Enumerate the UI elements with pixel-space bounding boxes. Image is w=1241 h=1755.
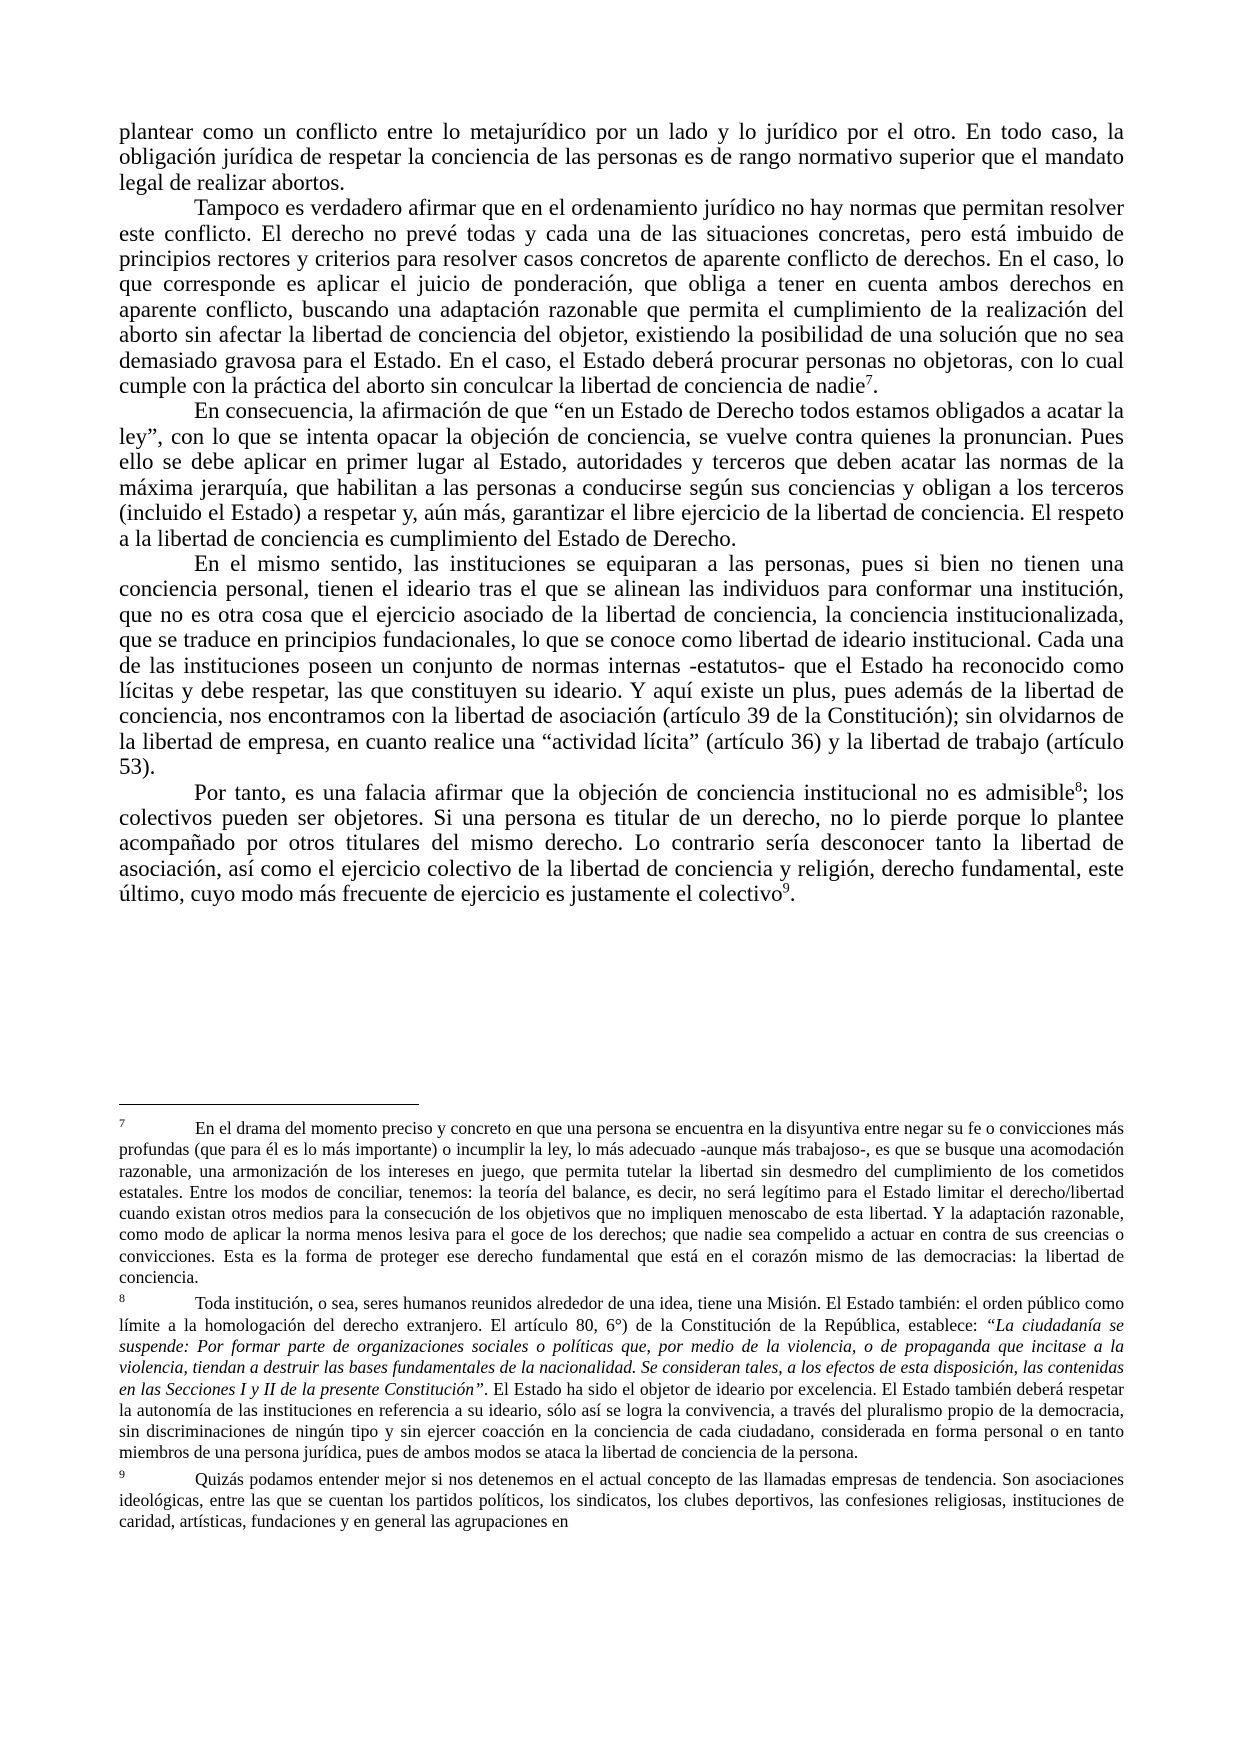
paragraph-5: [119, 780, 1124, 907]
main-text: [119, 119, 1124, 907]
paragraph-5-tail: ; los colectivos pueden ser objetores. Si una persona es titular de un derecho, no lo pierde porque lo plantee acompañado por otros titulares del mismo derecho. Lo contrario sería desconocer tanto la libertad de asociación, así como el ejercicio colectivo de la libertad de conciencia y religión, derecho fundamental, este último, cuyo modo más frecuente de ejercicio es justamente el colectivo: [119, 779, 1124, 907]
footnote-quote: “La ciudadanía se suspende: Por formar parte de organizaciones sociales o políticas que, por medio de la violencia, o de propaganda que incitase a la violencia, tiendan a destruir las bases fundamentales de la nacionalidad. Se consideran tales, a los efectos de esta disposición, las contenidas en las Secciones I y II de la presente Constitución”: [119, 1314, 1124, 1399]
footnote-text: Toda institución, o sea, seres humanos reunidos alrededor de una idea, tiene una Misión. El Estado también: el orden público como límite a la homologación del derecho extranjero. El artículo 80, 6°) de la Constitución de la República, establece:: [119, 1293, 1124, 1335]
footnote-number: 8: [119, 1291, 125, 1306]
paragraph-2: [119, 195, 1124, 398]
footnote-number: 9: [119, 1466, 125, 1481]
paragraph-3: [119, 398, 1124, 550]
footnote-ref-7[interactable]: 7: [865, 372, 873, 389]
paragraph-3-text: En consecuencia, la afirmación de que “en un Estado de Derecho todos estamos obligados a acatar la ley”, con lo que se intenta opacar la objeción de conciencia, se vuelve contra quienes la pronuncian. Pues ello se debe aplicar en primer lugar al Estado, autoridades y terceros que deben acatar las normas de la máxima jerarquía, que habilitan a las personas a conducirse según sus conciencias y obligan a los terceros (incluido el Estado) a respetar y, aún más, garantizar el libre ejercicio de la libertad de conciencia. El respeto a la libertad de conciencia es cumplimiento del Estado de Derecho.: [119, 398, 1124, 551]
footnote-separator: [119, 1104, 419, 1105]
paragraph-4: [119, 551, 1124, 780]
footnote-7: [119, 1113, 1124, 1288]
paragraph-2-tail: .: [872, 373, 879, 399]
paragraph-4-text: En el mismo sentido, las instituciones se equiparan a las personas, pues si bien no tienen una conciencia personal, tienen el ideario tras el que se alinean las individuos para conformar una institución, que no es otra cosa que el ejercicio asociado de la libertad de conciencia, la conciencia institucionalizada, que se traduce en principios fundacionales, lo que se conoce como libertad de ideario institucional. Cada una de las instituciones poseen un conjunto de normas internas -estatutos- que el Estado ha reconocido como lícitas y debe respetar, las que constituyen su ideario. Y aquí existe un plus, pues además de la libertad de conciencia, nos encontramos con la libertad de asociación (artículo 39 de la Constitución); sin olvidarnos de la libertad de empresa, en cuanto realice una “actividad lícita” (artículo 36) y la libertad de trabajo (artículo 53).: [119, 550, 1124, 780]
footnotes: [119, 1113, 1124, 1533]
footnote-ref-8[interactable]: 8: [1074, 778, 1083, 795]
paragraph-5-tail2: .: [789, 881, 796, 907]
paragraph-1: [119, 119, 1124, 195]
paragraph-5-text: Por tanto, es una falacia afirmar que la objeción de conciencia institucional no es admisible: [194, 779, 1075, 805]
footnote-9: [119, 1464, 1124, 1533]
footnote-text: En el drama del momento preciso y concreto en que una persona se encuentra en la disyuntiva entre negar su fe o convicciones más profundas (que para él es lo más importante) o incumplir la ley, lo más adecuado -aunque más trabajoso-, es que se busque una acomodación razonable, una armonización de los intereses en juego, que permita tutelar la libertad sin desmedro del cumplimiento de los cometidos estatales. Entre los modos de conciliar, tenemos: la teoría del balance, es decir, no será legítimo para el Estado limitar el derecho/libertad cuando existan otros medios para la consecución de los objetivos que no impliquen menoscabo de esta libertad. Y la adaptación razonable, como modo de aplicar la norma menos lesiva para el goce de los derechos; que nadie sea compelido a actuar en contra de sus creencias o convicciones. Esta es la forma de proteger ese derecho fundamental que está en el corazón mismo de las democracias: la libertad de conciencia.: [119, 1118, 1124, 1288]
footnote-text: Quizás podamos entender mejor si nos detenemos en el actual concepto de las llamadas empresas de tendencia. Son asociaciones ideológicas, entre las que se cuentan los partidos políticos, los sindicatos, los clubes deportivos, las confesiones religiosas, instituciones de caridad, artísticas, fundaciones y en general las agrupaciones en: [119, 1468, 1124, 1532]
footnote-ref-9[interactable]: 9: [782, 880, 790, 897]
footnote-tail: . El Estado ha sido el objetor de ideario por excelencia. El Estado también deberá respetar la autonomía de las instituciones en referencia a su ideario, sólo así se logra la convivencia, a través del pluralismo propio de la democracia, sin discriminaciones de ningún tipo y sin ejercer coacción en la conciencia de cada ciudadano, considerada en forma personal o en tanto miembros de una persona jurídica, pues de ambos modos se ataca la libertad de conciencia de la persona.: [119, 1378, 1124, 1463]
paragraph-2-text: Tampoco es verdadero afirmar que en el ordenamiento jurídico no hay normas que permitan resolver este conflicto. El derecho no prevé todas y cada una de las situaciones concretas, pero está imbuido de principios rectores y criterios para resolver casos concretos de aparente conflicto de derechos. En el caso, lo que corresponde es aplicar el juicio de ponderación, que obliga a tener en cuenta ambos derechos en aparente conflicto, buscando una adaptación razonable que permita el cumplimiento de la realización del aborto sin afectar la libertad de conciencia del objetor, existiendo la posibilidad de una solución que no sea demasiado gravosa para el Estado. En el caso, el Estado deberá procurar personas no objetoras, con lo cual cumple con la práctica del aborto sin conculcar la libertad de conciencia de nadie: [119, 195, 1124, 399]
footnote-8: [119, 1288, 1124, 1463]
footnote-number: 7: [119, 1116, 125, 1130]
paragraph-1-text: plantear como un conflicto entre lo metajurídico por un lado y lo jurídico por el otro. En todo caso, la obligación jurídica de respetar la conciencia de las personas es de rango normativo superior que el mandato legal de realizar abortos.: [119, 119, 1124, 195]
